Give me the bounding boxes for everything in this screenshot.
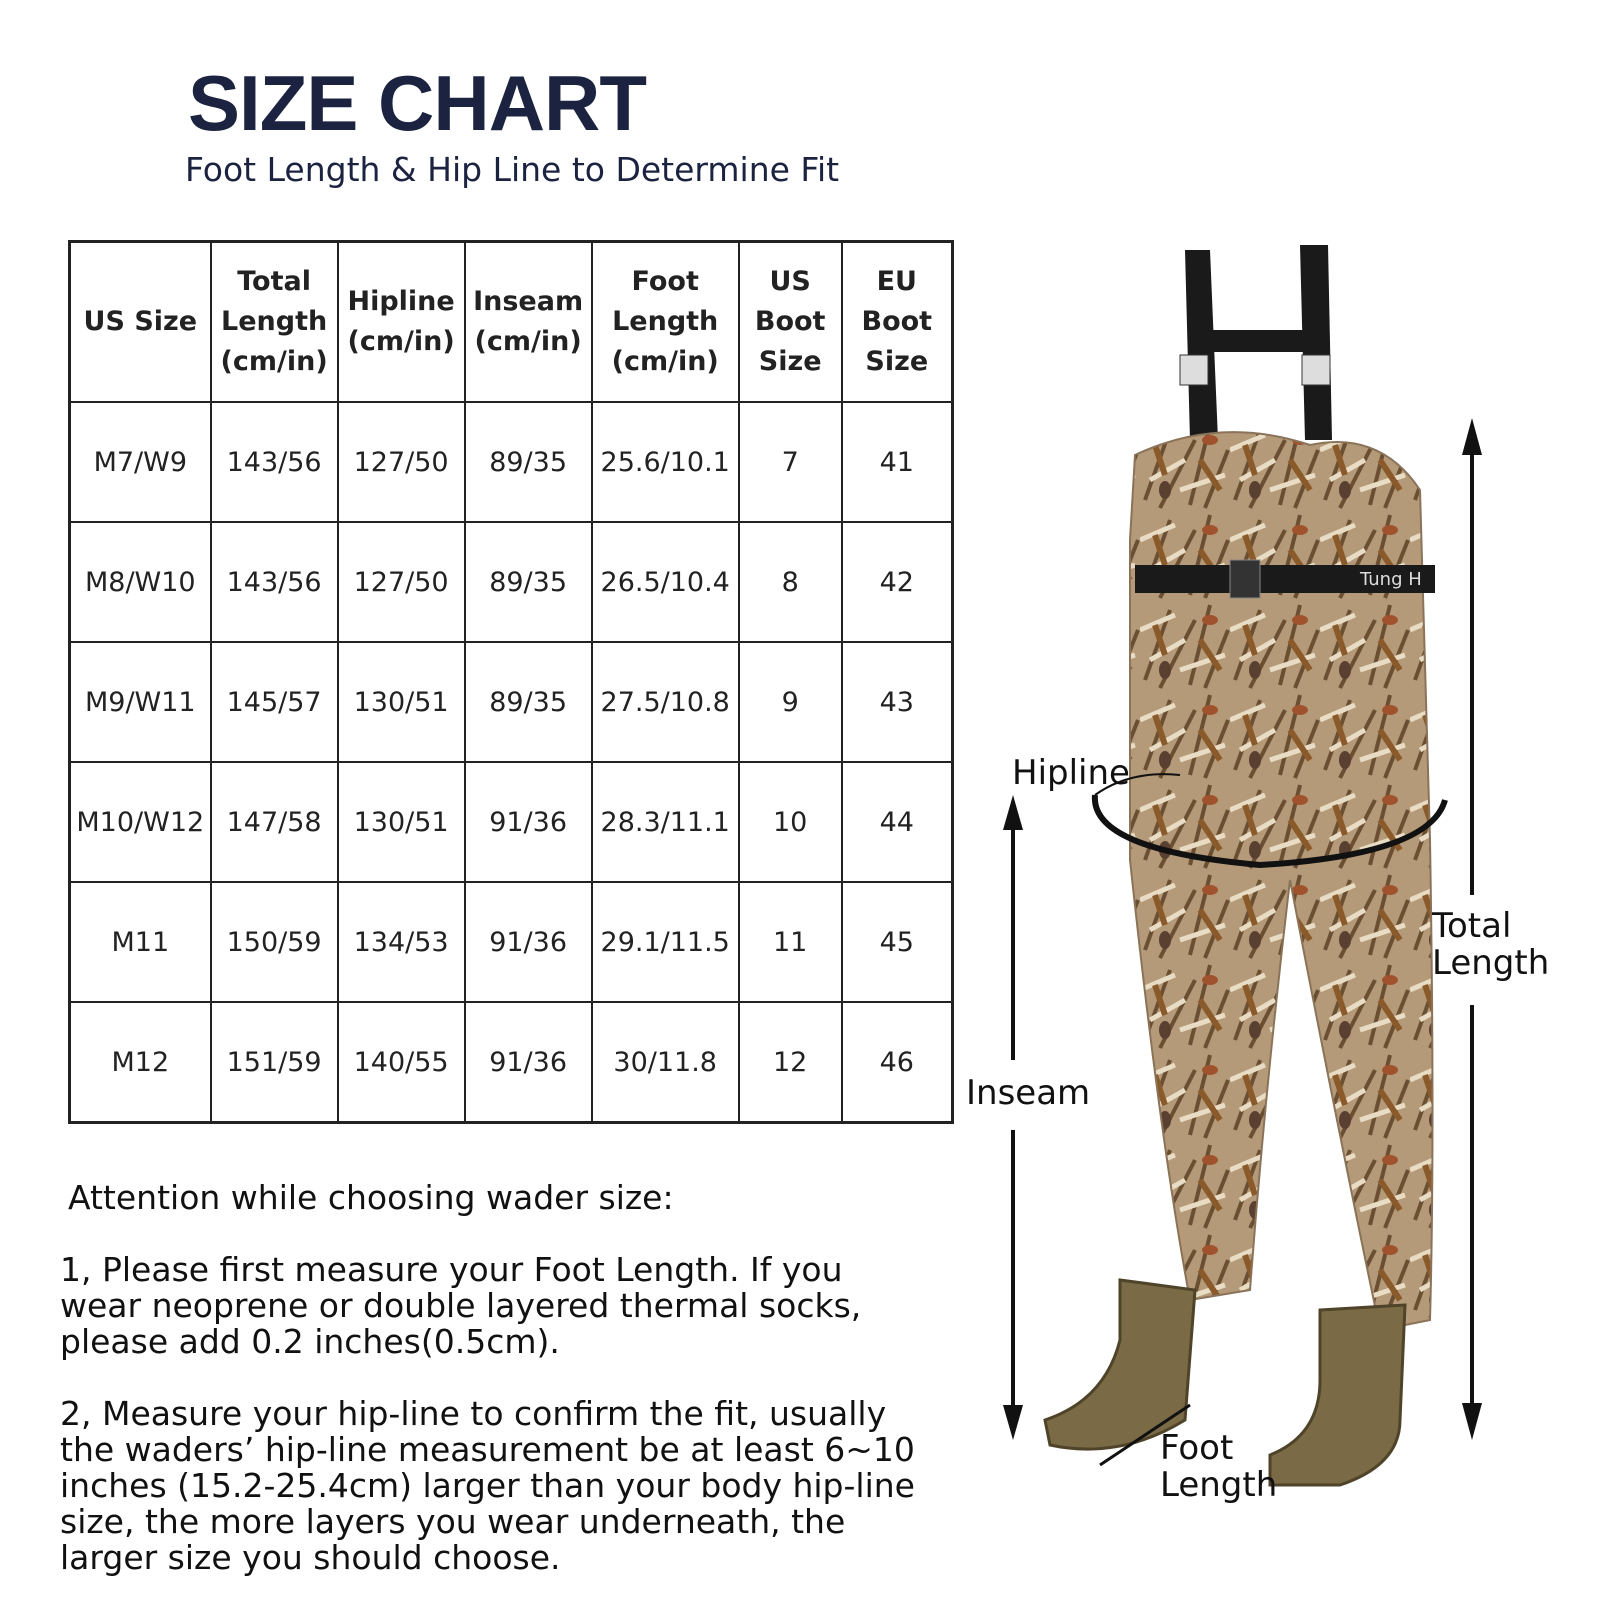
table-cell: 10 xyxy=(739,762,842,882)
column-header-line: Foot xyxy=(631,266,699,297)
column-header-line: Boot xyxy=(754,306,826,337)
table-row xyxy=(70,402,953,522)
table-cell: 143/56 xyxy=(211,522,338,642)
column-header-line: US Size xyxy=(83,306,198,337)
table-cell: 46 xyxy=(842,1002,953,1123)
table-cell: 130/51 xyxy=(338,642,465,762)
column-header-line: (cm/in) xyxy=(611,346,719,377)
table-cell: 30/11.8 xyxy=(592,1002,739,1123)
total-length-label-line2: Length xyxy=(1432,943,1550,983)
table-cell: M10/W12 xyxy=(70,762,211,882)
column-header-line: (cm/in) xyxy=(474,326,582,357)
column-header xyxy=(739,242,842,403)
table-cell: 140/55 xyxy=(338,1002,465,1123)
column-header-line: Boot xyxy=(861,306,933,337)
column-header xyxy=(465,242,592,403)
column-header-line: Length xyxy=(221,306,328,337)
table-cell: 28.3/11.1 xyxy=(592,762,739,882)
table-cell: 89/35 xyxy=(465,402,592,522)
foot-length-label-line1: Foot xyxy=(1160,1428,1234,1468)
wader-diagram xyxy=(960,240,1600,1600)
column-header xyxy=(70,242,211,403)
table-cell: 89/35 xyxy=(465,642,592,762)
column-header xyxy=(592,242,739,403)
table-cell: M9/W11 xyxy=(70,642,211,762)
table-cell: 26.5/10.4 xyxy=(592,522,739,642)
size-chart-table xyxy=(68,240,954,1124)
table-cell: 8 xyxy=(739,522,842,642)
foot-length-label xyxy=(1160,1430,1277,1504)
attention-notes xyxy=(60,1180,920,1612)
column-header-line: Inseam xyxy=(473,286,584,317)
table-cell: 127/50 xyxy=(338,402,465,522)
table-cell: 27.5/10.8 xyxy=(592,642,739,762)
table-row xyxy=(70,882,953,1002)
table-cell: 41 xyxy=(842,402,953,522)
table-cell: 7 xyxy=(739,402,842,522)
table-row xyxy=(70,762,953,882)
table-cell: M12 xyxy=(70,1002,211,1123)
table-cell: 91/36 xyxy=(465,1002,592,1123)
inseam-arrow xyxy=(1003,795,1023,1440)
table-cell: 147/58 xyxy=(211,762,338,882)
column-header-line: Hipline xyxy=(347,286,455,317)
table-cell: 11 xyxy=(739,882,842,1002)
table-cell: 12 xyxy=(739,1002,842,1123)
column-header xyxy=(842,242,953,403)
table-cell: 25.6/10.1 xyxy=(592,402,739,522)
suspender-straps xyxy=(1180,245,1332,440)
total-length-label-line1: Total xyxy=(1432,906,1512,946)
column-header-line: Size xyxy=(758,346,822,377)
column-header xyxy=(338,242,465,403)
table-cell: 143/56 xyxy=(211,402,338,522)
inseam-label: Inseam xyxy=(966,1073,1091,1113)
table-cell: 150/59 xyxy=(211,882,338,1002)
note-foot-length: 1, Please first measure your Foot Length. If you wear neoprene or double layered thermal socks, please add 0.2 inches(0.5cm). xyxy=(60,1250,862,1361)
table-cell: M7/W9 xyxy=(70,402,211,522)
table-cell: 9 xyxy=(739,642,842,762)
table-cell: 91/36 xyxy=(465,882,592,1002)
table-cell: 127/50 xyxy=(338,522,465,642)
table-cell: 89/35 xyxy=(465,522,592,642)
column-header-line: Length xyxy=(612,306,719,337)
total-length-label xyxy=(1432,908,1549,982)
table-cell: 145/57 xyxy=(211,642,338,762)
column-header xyxy=(211,242,338,403)
table-cell: 134/53 xyxy=(338,882,465,1002)
table-row xyxy=(70,1002,953,1123)
attention-heading: Attention while choosing wader size: xyxy=(68,1178,674,1217)
page-subtitle: Foot Length & Hip Line to Determine Fit xyxy=(185,150,840,189)
chest-belt xyxy=(1135,560,1435,598)
table-cell: 45 xyxy=(842,882,953,1002)
table-cell: 42 xyxy=(842,522,953,642)
note-hip-line: 2, Measure your hip-line to confirm the fit, usually the waders’ hip-line measurement be at least 6~10 inches (15.2-25.4cm) larger than your body hip-line size, the more layers you wear underneath, the larger size you should choose. xyxy=(60,1394,915,1577)
table-cell: 29.1/11.5 xyxy=(592,882,739,1002)
column-header-line: (cm/in) xyxy=(347,326,455,357)
table-row xyxy=(70,522,953,642)
table-header-row xyxy=(70,242,953,403)
table-cell: 130/51 xyxy=(338,762,465,882)
table-cell: 151/59 xyxy=(211,1002,338,1123)
column-header-line: Size xyxy=(865,346,929,377)
table-cell: M11 xyxy=(70,882,211,1002)
page-title: SIZE CHART xyxy=(188,59,646,147)
hipline-label: Hipline xyxy=(1012,753,1130,793)
column-header-line: (cm/in) xyxy=(220,346,328,377)
brand-text: Tung H xyxy=(1360,569,1422,590)
table-row xyxy=(70,642,953,762)
foot-length-label-line2: Length xyxy=(1160,1465,1278,1505)
column-header-line: EU xyxy=(876,266,917,297)
column-header-line: Total xyxy=(237,266,311,297)
table-cell: 91/36 xyxy=(465,762,592,882)
column-header-line: US xyxy=(769,266,811,297)
table-cell: 43 xyxy=(842,642,953,762)
table-cell: 44 xyxy=(842,762,953,882)
table-cell: M8/W10 xyxy=(70,522,211,642)
